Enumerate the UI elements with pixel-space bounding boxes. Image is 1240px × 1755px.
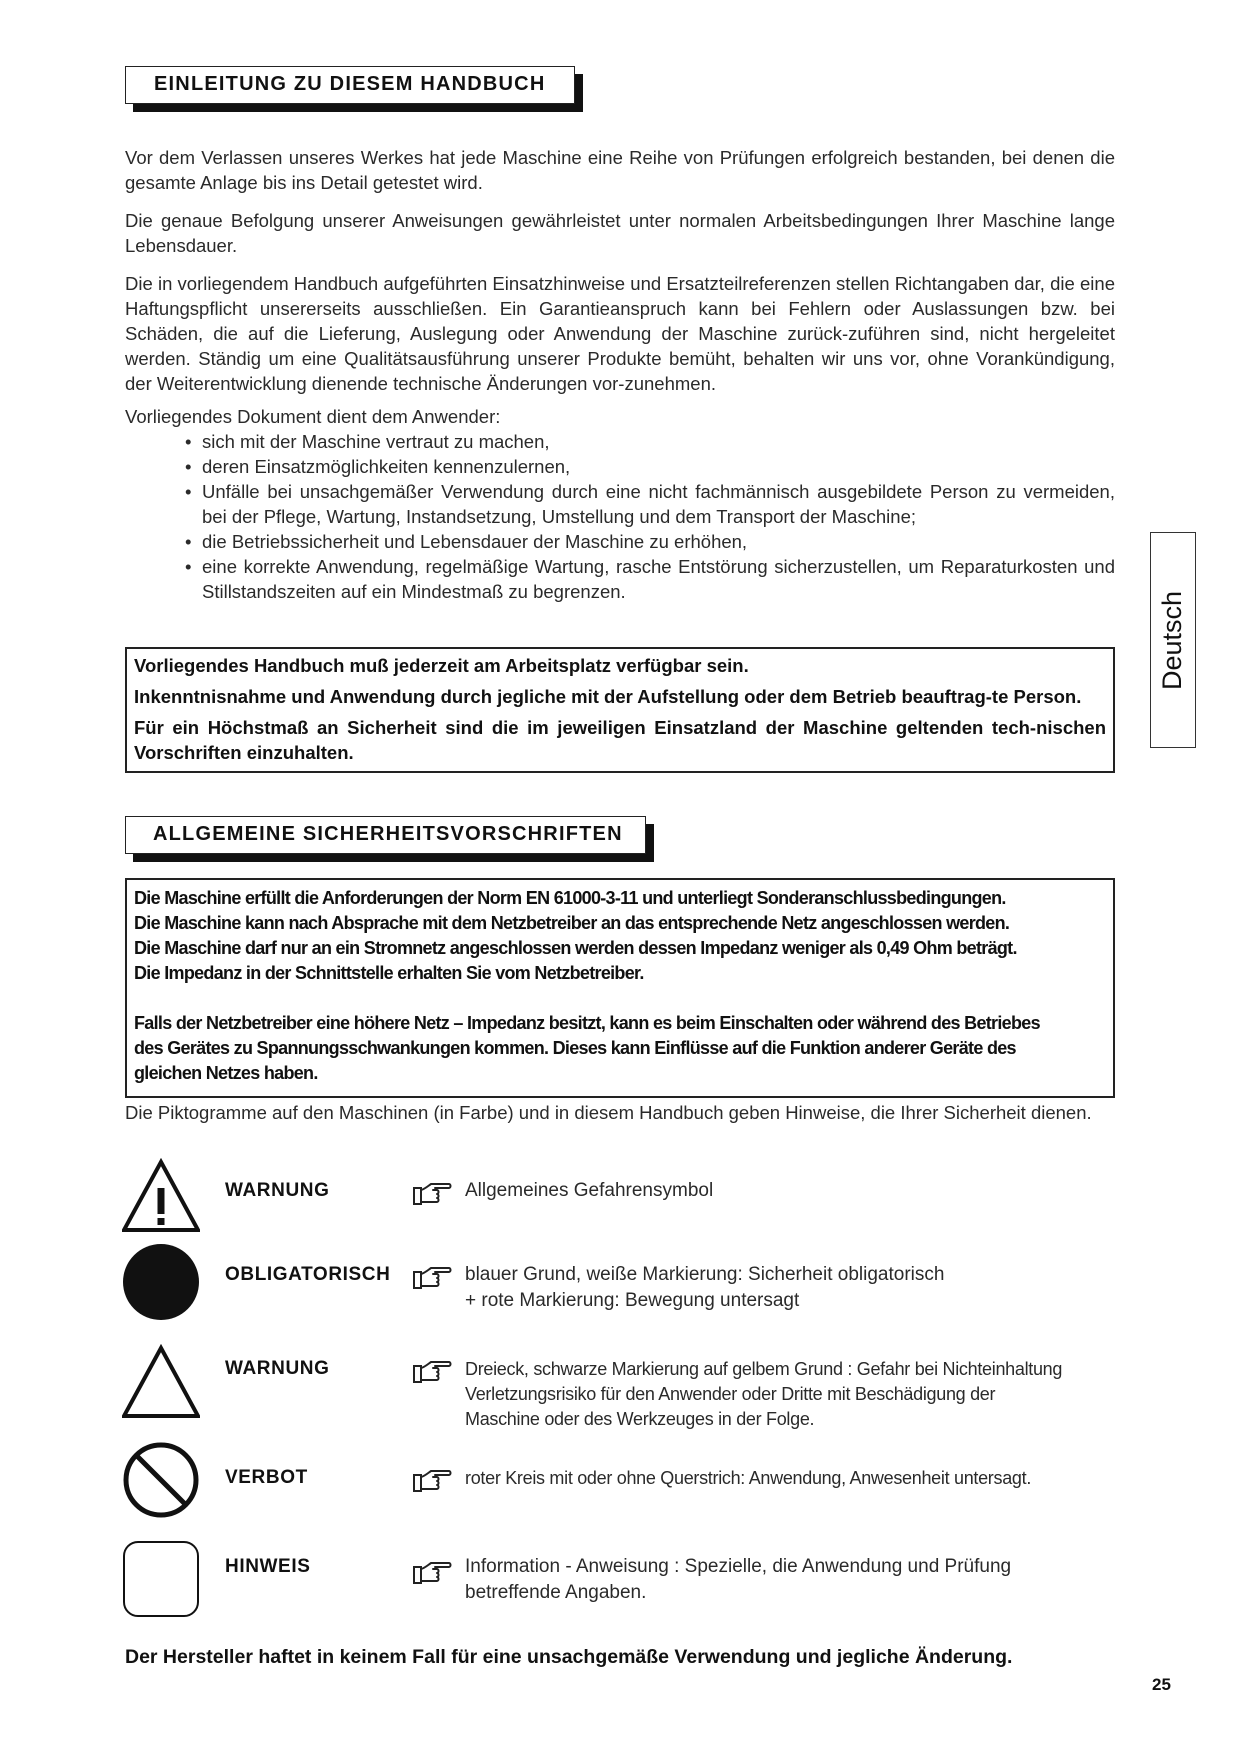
section-heading-safety	[125, 816, 646, 854]
pointing-hand-icon	[412, 1559, 452, 1587]
symbol-label: WARNUNG	[225, 1180, 330, 1201]
description-line: blauer Grund, weiße Markierung: Sicherheit obligatorisch	[465, 1264, 945, 1285]
norm-line: Die Maschine darf nur an ein Stromnetz angeschlossen werden dessen Impedanz weniger als 0,49 Ohm beträgt.	[134, 938, 1017, 958]
pointing-hand-icon	[412, 1264, 452, 1292]
norm-line: gleichen Netzes haben.	[134, 1063, 318, 1083]
norm-requirements-box	[125, 878, 1115, 1098]
mandatory-filled-circle-icon	[122, 1243, 200, 1321]
bullet-marker: •	[185, 431, 192, 452]
prohibition-circle-icon	[122, 1441, 200, 1519]
warning-triangle-exclamation-icon	[122, 1158, 200, 1236]
list-intro: Vorliegendes Dokument dient dem Anwender:	[125, 406, 501, 427]
pointing-hand-icon	[412, 1358, 452, 1386]
liability-note: Der Hersteller haftet in keinem Fall für eine unsachgemäße Verwendung und jegliche Änderung.	[125, 1646, 1013, 1668]
notice-line: Vorliegendes Handbuch muß jederzeit am Arbeitsplatz verfügbar sein.	[134, 655, 749, 676]
norm-line: Die Impedanz in der Schnittstelle erhalten Sie vom Netzbetreiber.	[134, 963, 644, 983]
introduction-text	[125, 145, 1115, 604]
list-item-text: die Betriebssicherheit und Lebensdauer der Maschine zu erhöhen,	[202, 531, 748, 552]
symbol-label: VERBOT	[225, 1467, 308, 1488]
description-line: Information - Anweisung : Spezielle, die Anwendung und Prüfung	[465, 1556, 1012, 1577]
bullet-marker: •	[185, 531, 192, 552]
notice-line: Für ein Höchstmaß an Sicherheit sind die im jeweiligen Einsatzland der Maschine geltenden tech-nischen Vorschriften einzuhalten.	[134, 717, 1106, 763]
bullet-marker: •	[185, 456, 192, 477]
purpose-list	[125, 429, 1115, 604]
description-line: Allgemeines Gefahrensymbol	[465, 1180, 714, 1201]
list-item	[125, 529, 1115, 554]
pictogram-intro	[125, 1100, 1115, 1138]
norm-line: Die Maschine kann nach Absprache mit dem Netzbetreiber an das entsprechende Netz angeschlossen werden.	[134, 913, 1010, 933]
information-rounded-square-icon	[122, 1540, 200, 1618]
language-tab	[1150, 532, 1196, 748]
section-heading-text: ALLGEMEINE SICHERHEITSVORSCHRIFTEN	[125, 816, 646, 854]
paragraph: Die in vorliegendem Handbuch aufgeführten Einsatzhinweise und Ersatzteilreferenzen stellen Richtangaben dar, die eine Haftungspflicht unsererseits ausschließen. Ein Garantieanspruch kann bei Fehlern oder Auslassungen bzw. bei Schäden, die auf die Lieferung, Auslegung oder Anwendung der Maschine zurück-zuführen sind, nicht hergeleitet werden. Ständig um eine Qualitätsausführung unserer Produkte bemüht, behalten wir uns vor, ohne Vorankündigung, der Weiterentwicklung dienende technische Änderungen vor-zunehmen.	[125, 273, 1115, 394]
paragraph: Die genaue Befolgung unserer Anweisungen gewährleistet unter normalen Arbeitsbedingungen Ihrer Maschine lange Lebensdauer.	[125, 210, 1115, 256]
list-item	[125, 429, 1115, 454]
paragraph: Vor dem Verlassen unseres Werkes hat jede Maschine eine Reihe von Prüfungen erfolgreich bestanden, bei denen die gesamte Anlage bis ins Detail getestet wird.	[125, 147, 1115, 193]
list-item	[125, 554, 1115, 604]
symbol-label: OBLIGATORISCH	[225, 1264, 391, 1285]
description-line: Maschine oder des Werkzeuges in der Folge.	[465, 1409, 815, 1429]
handbook-notice-box	[125, 647, 1115, 773]
page-number: 25	[1152, 1675, 1171, 1694]
bullet-marker: •	[185, 481, 192, 502]
description-line: + rote Markierung: Bewegung untersagt	[465, 1290, 800, 1311]
symbol-description	[465, 1357, 1115, 1432]
symbol-description	[465, 1554, 1115, 1606]
list-item	[125, 454, 1115, 479]
description-line: Verletzungsrisiko für den Anwender oder Dritte mit Beschädigung der	[465, 1384, 996, 1404]
paragraph: Die Piktogramme auf den Maschinen (in Farbe) und in diesem Handbuch geben Hinweise, die Ihrer Sicherheit dienen.	[125, 1102, 1092, 1123]
symbol-label: HINWEIS	[225, 1556, 311, 1577]
norm-line: Die Maschine erfüllt die Anforderungen der Norm EN 61000-3-11 und unterliegt Sonderanschlussbedingungen.	[134, 888, 1006, 908]
list-item	[125, 479, 1115, 529]
symbol-description	[465, 1262, 1115, 1314]
description-line: roter Kreis mit oder ohne Querstrich: Anwendung, Anwesenheit untersagt.	[465, 1468, 1032, 1488]
symbol-label: WARNUNG	[225, 1358, 330, 1379]
symbol-description	[465, 1466, 1115, 1491]
list-item-text: sich mit der Maschine vertraut zu machen,	[202, 431, 550, 452]
pointing-hand-icon	[412, 1467, 452, 1495]
norm-line: des Gerätes zu Spannungsschwankungen kommen. Dieses kann Einflüsse auf die Funktion anderer Geräte des	[134, 1038, 1016, 1058]
list-item-text: eine korrekte Anwendung, regelmäßige Wartung, rasche Entstörung sicherzustellen, um Reparaturkosten und Stillstandszeiten auf ein Mindestmaß zu begrenzen.	[202, 556, 1115, 602]
notice-line: Inkenntnisnahme und Anwendung durch jegliche mit der Aufstellung oder dem Betrieb beauftrag-te Person.	[134, 686, 1082, 707]
warning-triangle-icon	[122, 1344, 200, 1422]
section-heading-text: EINLEITUNG ZU DIESEM HANDBUCH	[125, 66, 575, 104]
symbol-description	[465, 1178, 1115, 1204]
language-tab-label: Deutsch	[1157, 590, 1188, 690]
list-item-text: Unfälle bei unsachgemäßer Verwendung durch eine nicht fachmännisch ausgebildete Person zu vermeiden, bei der Pflege, Wartung, Instandsetzung, Umstellung und dem Transport der Maschine;	[202, 481, 1115, 527]
bullet-marker: •	[185, 556, 192, 577]
list-item-text: deren Einsatzmöglichkeiten kennenzulernen,	[202, 456, 571, 477]
section-heading-introduction	[125, 66, 575, 104]
description-line: Dreieck, schwarze Markierung auf gelbem Grund : Gefahr bei Nichteinhaltung	[465, 1359, 1063, 1379]
description-line: betreffende Angaben.	[465, 1582, 647, 1603]
pointing-hand-icon	[412, 1180, 452, 1208]
norm-line: Falls der Netzbetreiber eine höhere Netz – Impedanz besitzt, kann es beim Einschalten oder während des Betriebes	[134, 1013, 1040, 1033]
